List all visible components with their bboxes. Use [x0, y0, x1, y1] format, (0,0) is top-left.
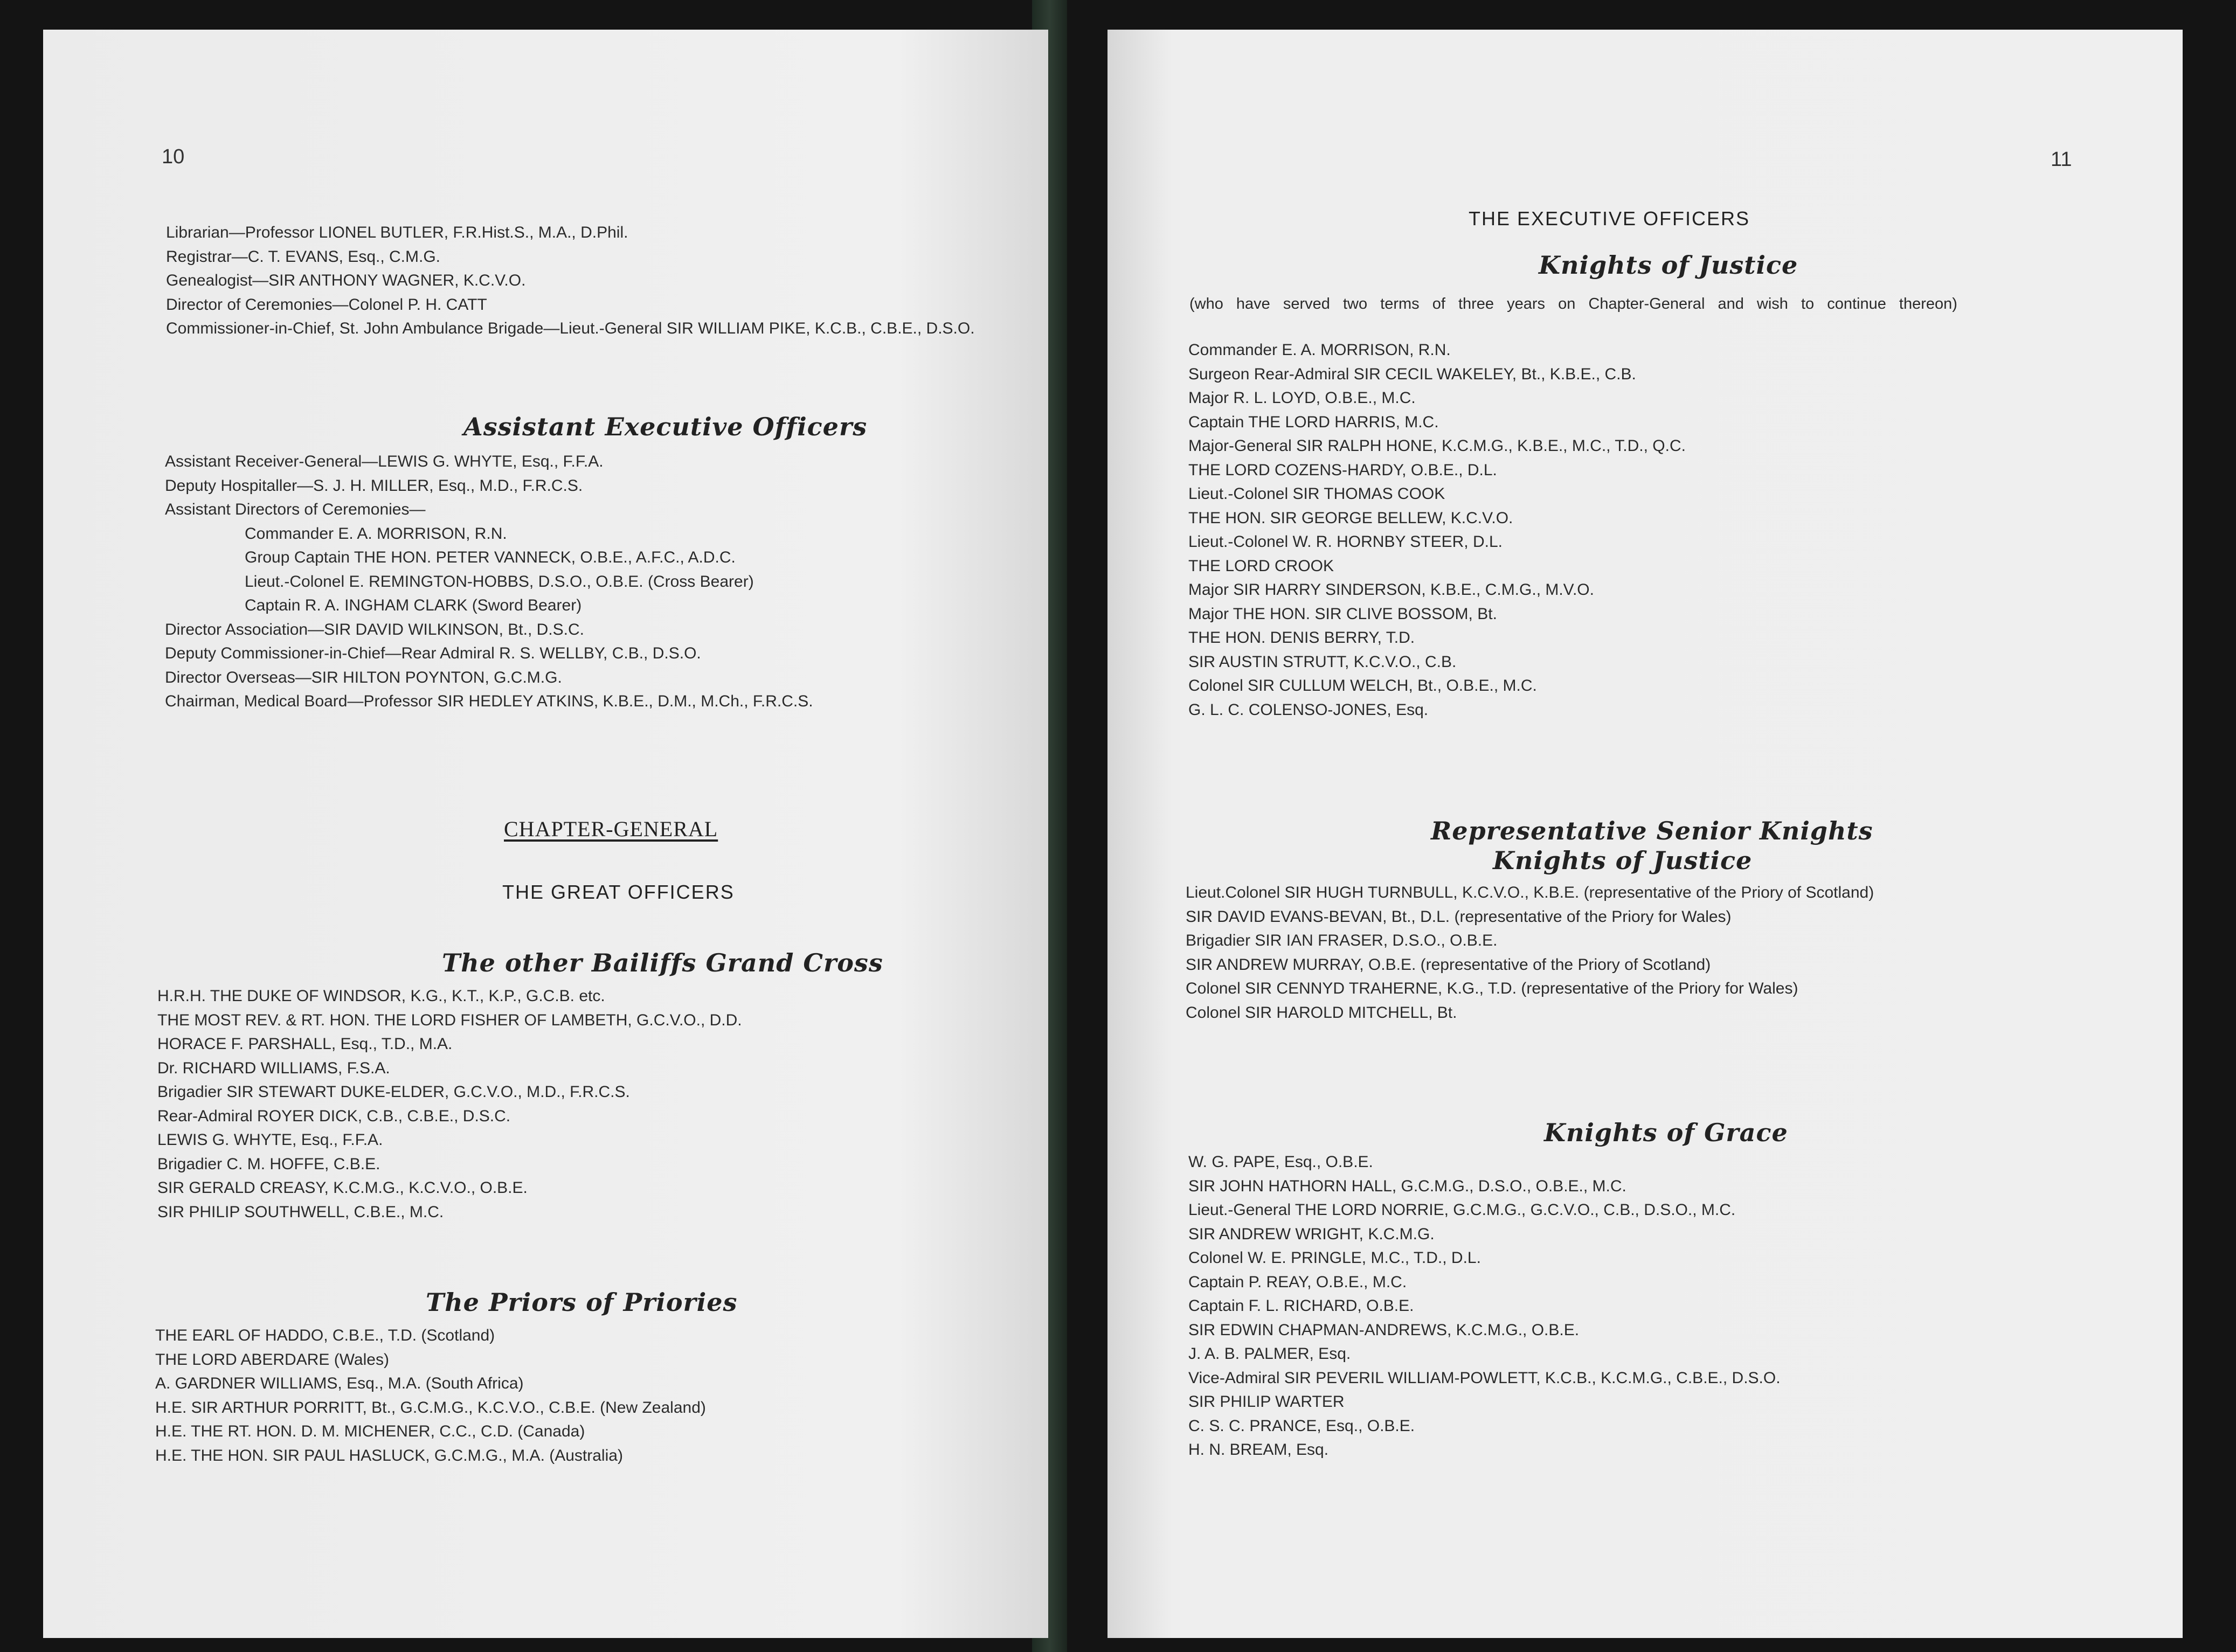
section-title: CHAPTER-GENERAL	[504, 817, 718, 841]
list-item: Deputy Commissioner-in-Chief—Rear Admiral R. S. WELLBY, C.B., D.S.O.	[165, 644, 701, 662]
list-item: SIR AUSTIN STRUTT, K.C.V.O., C.B.	[1188, 653, 1457, 671]
list-item: SIR JOHN HATHORN HALL, G.C.M.G., D.S.O., O.B.E., M.C.	[1188, 1177, 1626, 1195]
list-item: H. N. BREAM, Esq.	[1188, 1441, 1329, 1459]
section-heading: The Priors of Priories	[426, 1288, 738, 1317]
bailiffs-list	[157, 984, 742, 1224]
list-item: Group Captain THE HON. PETER VANNECK, O.B.E., A.F.C., A.D.C.	[245, 549, 736, 566]
list-item: Director of Ceremonies—Colonel P. H. CATT	[166, 295, 487, 314]
priors-list	[155, 1324, 706, 1468]
list-item: A. GARDNER WILLIAMS, Esq., M.A. (South Africa)	[155, 1375, 524, 1392]
list-item: Major-General SIR RALPH HONE, K.C.M.G., K.B.E., M.C., T.D., Q.C.	[1188, 437, 1686, 455]
list-item: Lieut.-Colonel SIR THOMAS COOK	[1188, 485, 1445, 503]
page-number: 10	[162, 145, 185, 168]
knights-of-grace-list	[1188, 1150, 1781, 1462]
list-item: Colonel SIR CENNYD TRAHERNE, K.G., T.D. (representative of the Priory for Wales)	[1186, 980, 1798, 997]
section-heading: Knights of Grace	[1544, 1118, 1788, 1147]
section-heading: Representative Senior Knights	[1431, 816, 1873, 845]
list-item: Brigadier SIR STEWART DUKE-ELDER, G.C.V.O., M.D., F.R.C.S.	[157, 1083, 630, 1101]
list-item: J. A. B. PALMER, Esq.	[1188, 1345, 1351, 1363]
list-item: Major R. L. LOYD, O.B.E., M.C.	[1188, 389, 1416, 407]
list-item: Genealogist—SIR ANTHONY WAGNER, K.C.V.O.	[166, 272, 526, 289]
list-item: W. G. PAPE, Esq., O.B.E.	[1188, 1153, 1373, 1171]
list-item: Brigadier SIR IAN FRASER, D.S.O., O.B.E.	[1186, 932, 1498, 949]
list-item: Colonel SIR CULLUM WELCH, Bt., O.B.E., M.C.	[1188, 677, 1537, 695]
section-heading: Knights of Justice	[1493, 846, 1753, 875]
knights-of-justice-list	[1188, 338, 1686, 722]
list-item: Captain F. L. RICHARD, O.B.E.	[1188, 1297, 1414, 1315]
list-item: H.E. THE RT. HON. D. M. MICHENER, C.C., C.D. (Canada)	[155, 1422, 585, 1440]
left-page	[43, 30, 1048, 1638]
list-item: Commander E. A. MORRISON, R.N.	[1188, 341, 1451, 359]
section-note: (who have served two terms of three years on Chapter-General and wish to continue thereon)	[1189, 295, 1957, 313]
list-item: Major THE HON. SIR CLIVE BOSSOM, Bt.	[1188, 605, 1497, 623]
officer-list	[166, 221, 975, 341]
list-item: SIR GERALD CREASY, K.C.M.G., K.C.V.O., O.B.E.	[157, 1179, 528, 1197]
list-item: Captain THE LORD HARRIS, M.C.	[1188, 413, 1439, 431]
section-title: THE EXECUTIVE OFFICERS	[1469, 207, 1750, 230]
list-item: THE LORD ABERDARE (Wales)	[155, 1350, 389, 1369]
list-item: Captain R. A. INGHAM CLARK (Sword Bearer)	[245, 596, 582, 614]
list-item: Librarian—Professor LIONEL BUTLER, F.R.Hist.S., M.A., D.Phil.	[166, 224, 628, 241]
list-item: Deputy Hospitaller—S. J. H. MILLER, Esq., M.D., F.R.C.S.	[165, 476, 583, 495]
list-item: SIR ANDREW WRIGHT, K.C.M.G.	[1188, 1225, 1435, 1243]
subsection-title: THE GREAT OFFICERS	[502, 881, 735, 903]
list-item: THE LORD CROOK	[1188, 557, 1334, 575]
list-item: Rear-Admiral ROYER DICK, C.B., C.B.E., D.S.C.	[157, 1107, 511, 1125]
list-item: SIR EDWIN CHAPMAN-ANDREWS, K.C.M.G., O.B.E.	[1188, 1321, 1580, 1339]
list-item: Commissioner-in-Chief, St. John Ambulance Brigade—Lieut.-General SIR WILLIAM PIKE, K.C.B., C.B.E., D.S.O.	[166, 320, 975, 337]
list-item: Lieut.Colonel SIR HUGH TURNBULL, K.C.V.O., K.B.E. (representative of the Priory of Scotland)	[1186, 884, 1874, 901]
list-item: Chairman, Medical Board—Professor SIR HEDLEY ATKINS, K.B.E., D.M., M.Ch., F.R.C.S.	[165, 692, 813, 710]
list-item: Dr. RICHARD WILLIAMS, F.S.A.	[157, 1059, 390, 1077]
list-item: Brigadier C. M. HOFFE, C.B.E.	[157, 1155, 380, 1173]
list-item: Lieut.-Colonel E. REMINGTON-HOBBS, D.S.O., O.B.E. (Cross Bearer)	[245, 572, 754, 591]
list-item: H.E. THE HON. SIR PAUL HASLUCK, G.C.M.G., M.A. (Australia)	[155, 1446, 623, 1464]
list-item: Lieut.-General THE LORD NORRIE, G.C.M.G., G.C.V.O., C.B., D.S.O., M.C.	[1188, 1201, 1736, 1219]
list-item: LEWIS G. WHYTE, Esq., F.F.A.	[157, 1131, 383, 1149]
list-item: Commander E. A. MORRISON, R.N.	[245, 524, 507, 543]
list-item: THE HON. DENIS BERRY, T.D.	[1188, 629, 1415, 647]
list-item: Surgeon Rear-Admiral SIR CECIL WAKELEY, Bt., K.B.E., C.B.	[1188, 365, 1636, 383]
list-item: Director Association—SIR DAVID WILKINSON, Bt., D.S.C.	[165, 620, 584, 638]
list-item: THE MOST REV. & RT. HON. THE LORD FISHER OF LAMBETH, G.C.V.O., D.D.	[157, 1011, 742, 1029]
representative-knights-list	[1186, 881, 1874, 1025]
right-page	[1107, 30, 2183, 1638]
list-item: SIR PHILIP SOUTHWELL, C.B.E., M.C.	[157, 1203, 444, 1221]
list-item: SIR PHILIP WARTER	[1188, 1393, 1345, 1411]
list-item: Colonel W. E. PRINGLE, M.C., T.D., D.L.	[1188, 1249, 1481, 1267]
list-item: C. S. C. PRANCE, Esq., O.B.E.	[1188, 1417, 1415, 1435]
page-number: 11	[2051, 148, 2072, 171]
list-item: Vice-Admiral SIR PEVERIL WILLIAM-POWLETT, K.C.B., K.C.M.G., C.B.E., D.S.O.	[1188, 1369, 1781, 1387]
list-item: THE HON. SIR GEORGE BELLEW, K.C.V.O.	[1188, 509, 1513, 527]
list-item: Assistant Receiver-General—LEWIS G. WHYTE, Esq., F.F.A.	[165, 453, 604, 470]
list-item: THE LORD COZENS-HARDY, O.B.E., D.L.	[1188, 461, 1497, 479]
list-item: Assistant Directors of Ceremonies—	[165, 501, 426, 518]
list-item: G. L. C. COLENSO-JONES, Esq.	[1188, 700, 1429, 719]
list-item: H.E. SIR ARTHUR PORRITT, Bt., G.C.M.G., K.C.V.O., C.B.E. (New Zealand)	[155, 1398, 706, 1417]
list-item: SIR DAVID EVANS-BEVAN, Bt., D.L. (representative of the Priory for Wales)	[1186, 907, 1732, 926]
list-item: H.R.H. THE DUKE OF WINDSOR, K.G., K.T., K.P., G.C.B. etc.	[157, 987, 605, 1005]
list-item: Major SIR HARRY SINDERSON, K.B.E., C.M.G., M.V.O.	[1188, 581, 1594, 599]
list-item: Registrar—C. T. EVANS, Esq., C.M.G.	[166, 247, 441, 266]
section-heading: The other Bailiffs Grand Cross	[442, 948, 883, 977]
section-heading: Assistant Executive Officers	[463, 412, 868, 441]
list-item: SIR ANDREW MURRAY, O.B.E. (representative of the Priory of Scotland)	[1186, 955, 1711, 974]
assistant-officer-list	[165, 450, 813, 714]
list-item: Lieut.-Colonel W. R. HORNBY STEER, D.L.	[1188, 533, 1503, 551]
list-item: HORACE F. PARSHALL, Esq., T.D., M.A.	[157, 1035, 453, 1053]
list-item: Colonel SIR HAROLD MITCHELL, Bt.	[1186, 1003, 1457, 1022]
section-heading: Knights of Justice	[1539, 251, 1798, 280]
list-item: Director Overseas—SIR HILTON POYNTON, G.C.M.G.	[165, 668, 562, 686]
list-item: Captain P. REAY, O.B.E., M.C.	[1188, 1273, 1407, 1291]
list-item: THE EARL OF HADDO, C.B.E., T.D. (Scotland)	[155, 1327, 495, 1344]
